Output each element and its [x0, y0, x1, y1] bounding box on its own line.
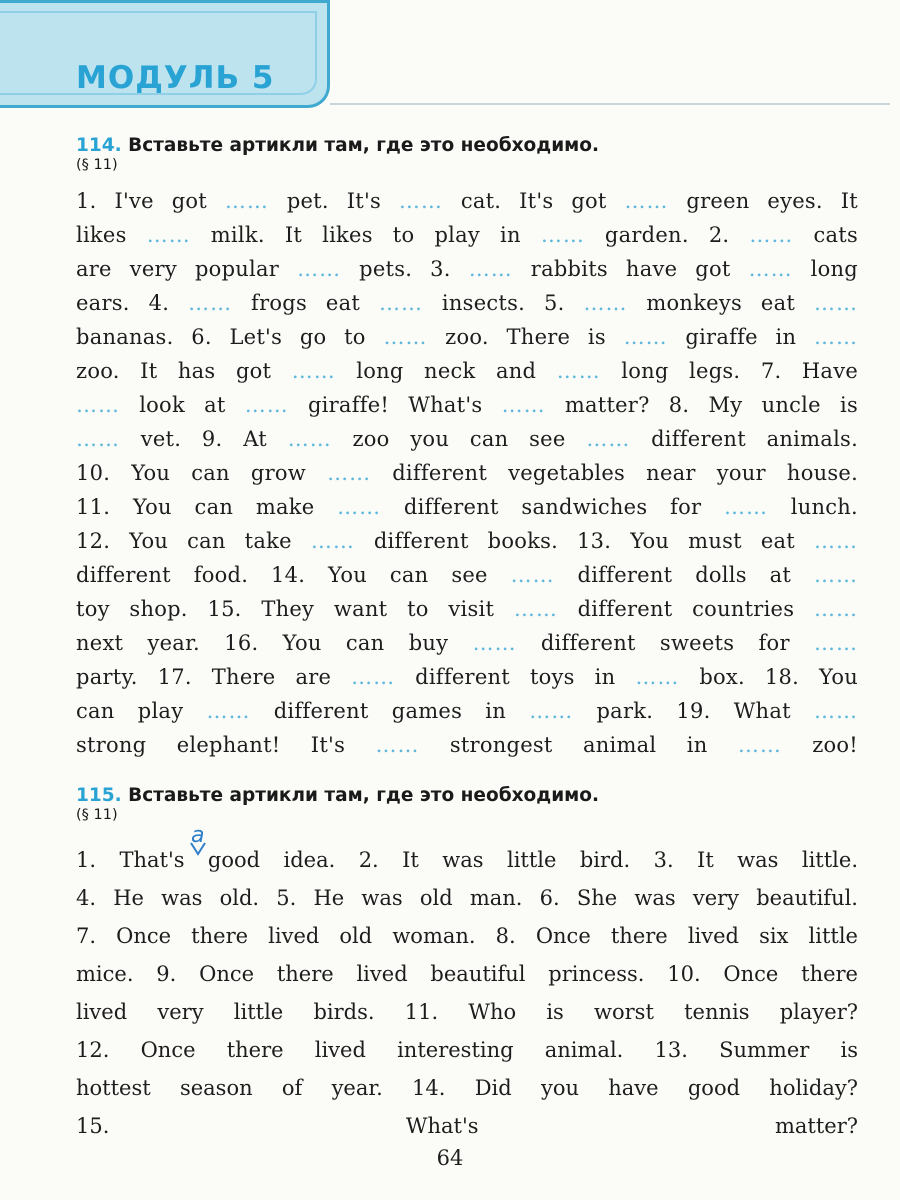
text-line: 12. You can take …… different books. 13. You must eat …… [76, 529, 858, 553]
text-line: 10. You can grow …… different vegetables near your house. [76, 461, 858, 485]
blank-placeholder: …… [337, 495, 382, 519]
exercise-115-reference: (§ 11) [76, 807, 118, 823]
blank-placeholder: …… [814, 699, 858, 723]
blank-placeholder: …… [327, 461, 372, 485]
module-title: МОДУЛЬ 5 [76, 60, 275, 96]
blank-placeholder: …… [287, 427, 332, 451]
blank-placeholder: …… [501, 393, 546, 417]
blank-placeholder: …… [737, 733, 782, 757]
blank-placeholder: …… [814, 325, 859, 349]
blank-placeholder: …… [814, 291, 859, 315]
handwritten-article-note: a [191, 823, 205, 848]
blank-placeholder: …… [468, 257, 513, 281]
exercise-114-text [76, 184, 858, 762]
page-number: 64 [436, 1146, 464, 1170]
text-line: zoo. It has got …… long neck and …… long legs. 7. Have [76, 359, 858, 383]
exercise-115-text [76, 841, 858, 1145]
blank-placeholder: …… [814, 597, 858, 621]
blank-placeholder: …… [748, 257, 793, 281]
blank-placeholder: …… [76, 427, 120, 451]
blank-placeholder: …… [224, 189, 269, 213]
text-line: 7. Once there lived old woman. 8. Once there lived six little [76, 924, 858, 948]
text-line: ears. 4. …… frogs eat …… insects. 5. …… monkeys eat …… [76, 291, 859, 315]
blank-placeholder: …… [291, 359, 336, 383]
text-line: likes …… milk. It likes to play in …… garden. 2. …… cats [76, 223, 858, 247]
blank-placeholder: …… [814, 529, 858, 553]
blank-placeholder: …… [749, 223, 794, 247]
blank-placeholder: …… [814, 631, 858, 655]
blank-placeholder: …… [351, 665, 396, 689]
blank-placeholder: …… [297, 257, 342, 281]
handwritten-caret-icon [190, 842, 206, 856]
blank-placeholder: …… [586, 427, 631, 451]
blank-placeholder: …… [529, 699, 574, 723]
text-line: mice. 9. Once there lived beautiful princess. 10. Once there [76, 962, 858, 986]
text-line: 4. He was old. 5. He was old man. 6. She was very beautiful. [76, 886, 858, 910]
text-line: …… look at …… giraffe! What's …… matter? 8. My uncle is [76, 393, 858, 417]
text-line: lived very little birds. 11. Who is worst tennis player? [76, 1000, 858, 1024]
text-line: 11. You can make …… different sandwiches for …… lunch. [76, 495, 858, 519]
text-line: are very popular …… pets. 3. …… rabbits have got …… long [76, 257, 858, 281]
text-line: toy shop. 15. They want to visit …… different countries …… [76, 597, 858, 621]
exercise-114-instruction: Вставьте артикли там, где это необходимо. [128, 135, 600, 156]
text-line: party. 17. There are …… different toys in …… box. 18. You [76, 665, 859, 689]
blank-placeholder: …… [583, 291, 628, 315]
blank-placeholder: …… [383, 325, 428, 349]
blank-placeholder: …… [624, 189, 669, 213]
exercise-115-heading [76, 785, 599, 806]
exercise-114-number: 114. [76, 135, 122, 156]
blank-placeholder: …… [556, 359, 601, 383]
exercise-114-reference: (§ 11) [76, 157, 118, 173]
exercise-115-number: 115. [76, 785, 122, 806]
blank-placeholder: …… [510, 563, 555, 587]
blank-placeholder: …… [398, 189, 443, 213]
text-line: different food. 14. You can see …… different dolls at …… [76, 563, 858, 587]
blank-placeholder: …… [813, 563, 858, 587]
text-line: hottest season of year. 14. Did you have good holiday? [76, 1076, 858, 1100]
header-divider [330, 103, 890, 105]
text-line: …… vet. 9. At …… zoo you can see …… different animals. [76, 427, 858, 451]
blank-placeholder: …… [540, 223, 585, 247]
text-line: 1. I've got …… pet. It's …… cat. It's got …… green eyes. It [76, 189, 858, 213]
blank-placeholder: …… [375, 733, 420, 757]
text-line: 15. What's matter? [76, 1114, 858, 1138]
text-line: bananas. 6. Let's go to …… zoo. There is …… giraffe in …… [76, 325, 859, 349]
blank-placeholder: …… [378, 291, 423, 315]
blank-placeholder: …… [146, 223, 191, 247]
text-line: next year. 16. You can buy …… different sweets for …… [76, 631, 858, 655]
blank-placeholder: …… [188, 291, 233, 315]
blank-placeholder: …… [206, 699, 251, 723]
blank-placeholder: …… [310, 529, 355, 553]
exercise-115-instruction: Вставьте артикли там, где это необходимо. [128, 785, 600, 806]
blank-placeholder: …… [635, 665, 680, 689]
blank-placeholder: …… [76, 393, 120, 417]
text-line: can play …… different games in …… park. 19. What …… [76, 699, 858, 723]
blank-placeholder: …… [623, 325, 668, 349]
text-line: 12. Once there lived interesting animal. 13. Summer is [76, 1038, 858, 1062]
blank-placeholder: …… [724, 495, 769, 519]
text-line: 1. That's good idea. 2. It was little bird. 3. It was little. [76, 848, 858, 872]
blank-placeholder: …… [472, 631, 517, 655]
blank-placeholder: …… [513, 597, 558, 621]
blank-placeholder: …… [244, 393, 289, 417]
exercise-114-heading [76, 135, 599, 156]
text-line: strong elephant! It's …… strongest animal in …… zoo! [76, 733, 858, 757]
